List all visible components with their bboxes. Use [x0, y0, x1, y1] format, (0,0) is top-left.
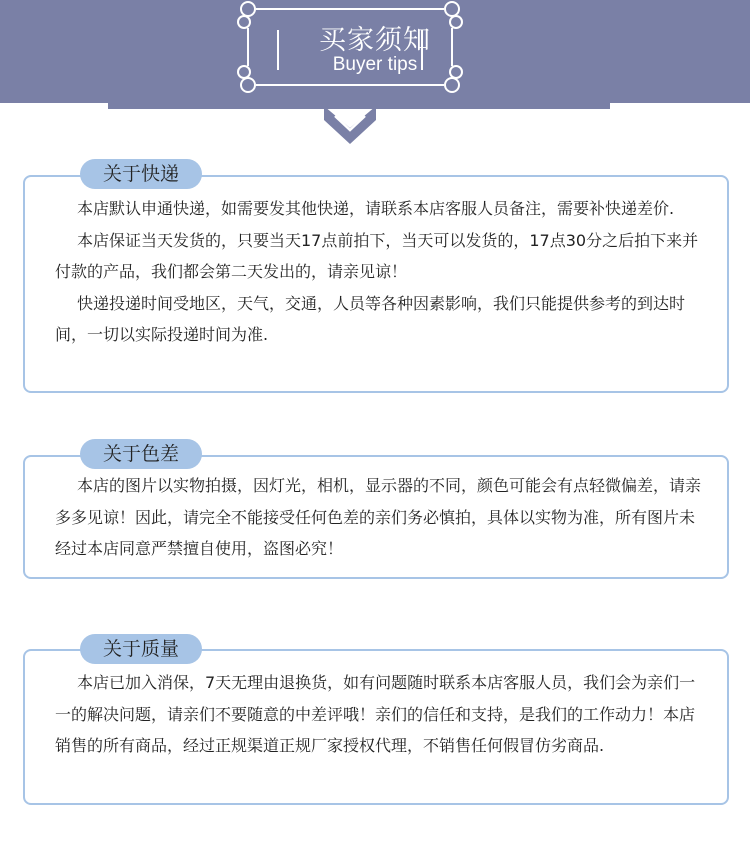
shipping-paragraph-3: 快递投递时间受地区，天气，交通，人员等各种因素影响，我们只能提供参考的到达时间，一切以实际投递时间为准. [55, 293, 686, 344]
color-paragraph-1: 本店的图片以实物拍摄，因灯光，相机，显示器的不同，颜色可能会有点轻微偏差，请亲多多见谅！因此，请完全不能接受任何色差的亲们务必慎拍，具体以实物为准，所有图片未经过本店同意严禁擅自使用，盗图必究！ [55, 476, 702, 558]
page-title: 买家须知 [319, 25, 431, 56]
shipping-section-tag: 关于快递 [80, 159, 202, 189]
quality-section-tag: 关于质量 [80, 634, 202, 664]
page-subtitle: Buyer tips [332, 54, 418, 75]
quality-info-card [23, 649, 729, 805]
shipping-info-card [23, 175, 729, 393]
quality-paragraph-1: 本店已加入消保，7天无理由退换货，如有问题随时联系本店客服人员，我们会为亲们一一的解决问题，请亲们不要随意的中差评哦！亲们的信任和支持，是我们的工作动力！本店销售的所有商品，经过正规渠道正规厂家授权代理，不销售任何假冒仿劣商品. [55, 673, 696, 755]
color-difference-card [23, 455, 729, 579]
color-section-tag: 关于色差 [80, 439, 202, 469]
shipping-paragraph-1: 本店默认申通快递，如需要发其他快递，请联系本店客服人员备注，需要补快递差价. [77, 199, 675, 218]
chevron-down-icon [324, 106, 376, 148]
shipping-paragraph-2: 本店保证当天发货的，只要当天17点前拍下，当天可以发货的，17点30分之后拍下来并付款的产品，我们都会第二天发出的，请亲见谅！ [55, 230, 699, 281]
